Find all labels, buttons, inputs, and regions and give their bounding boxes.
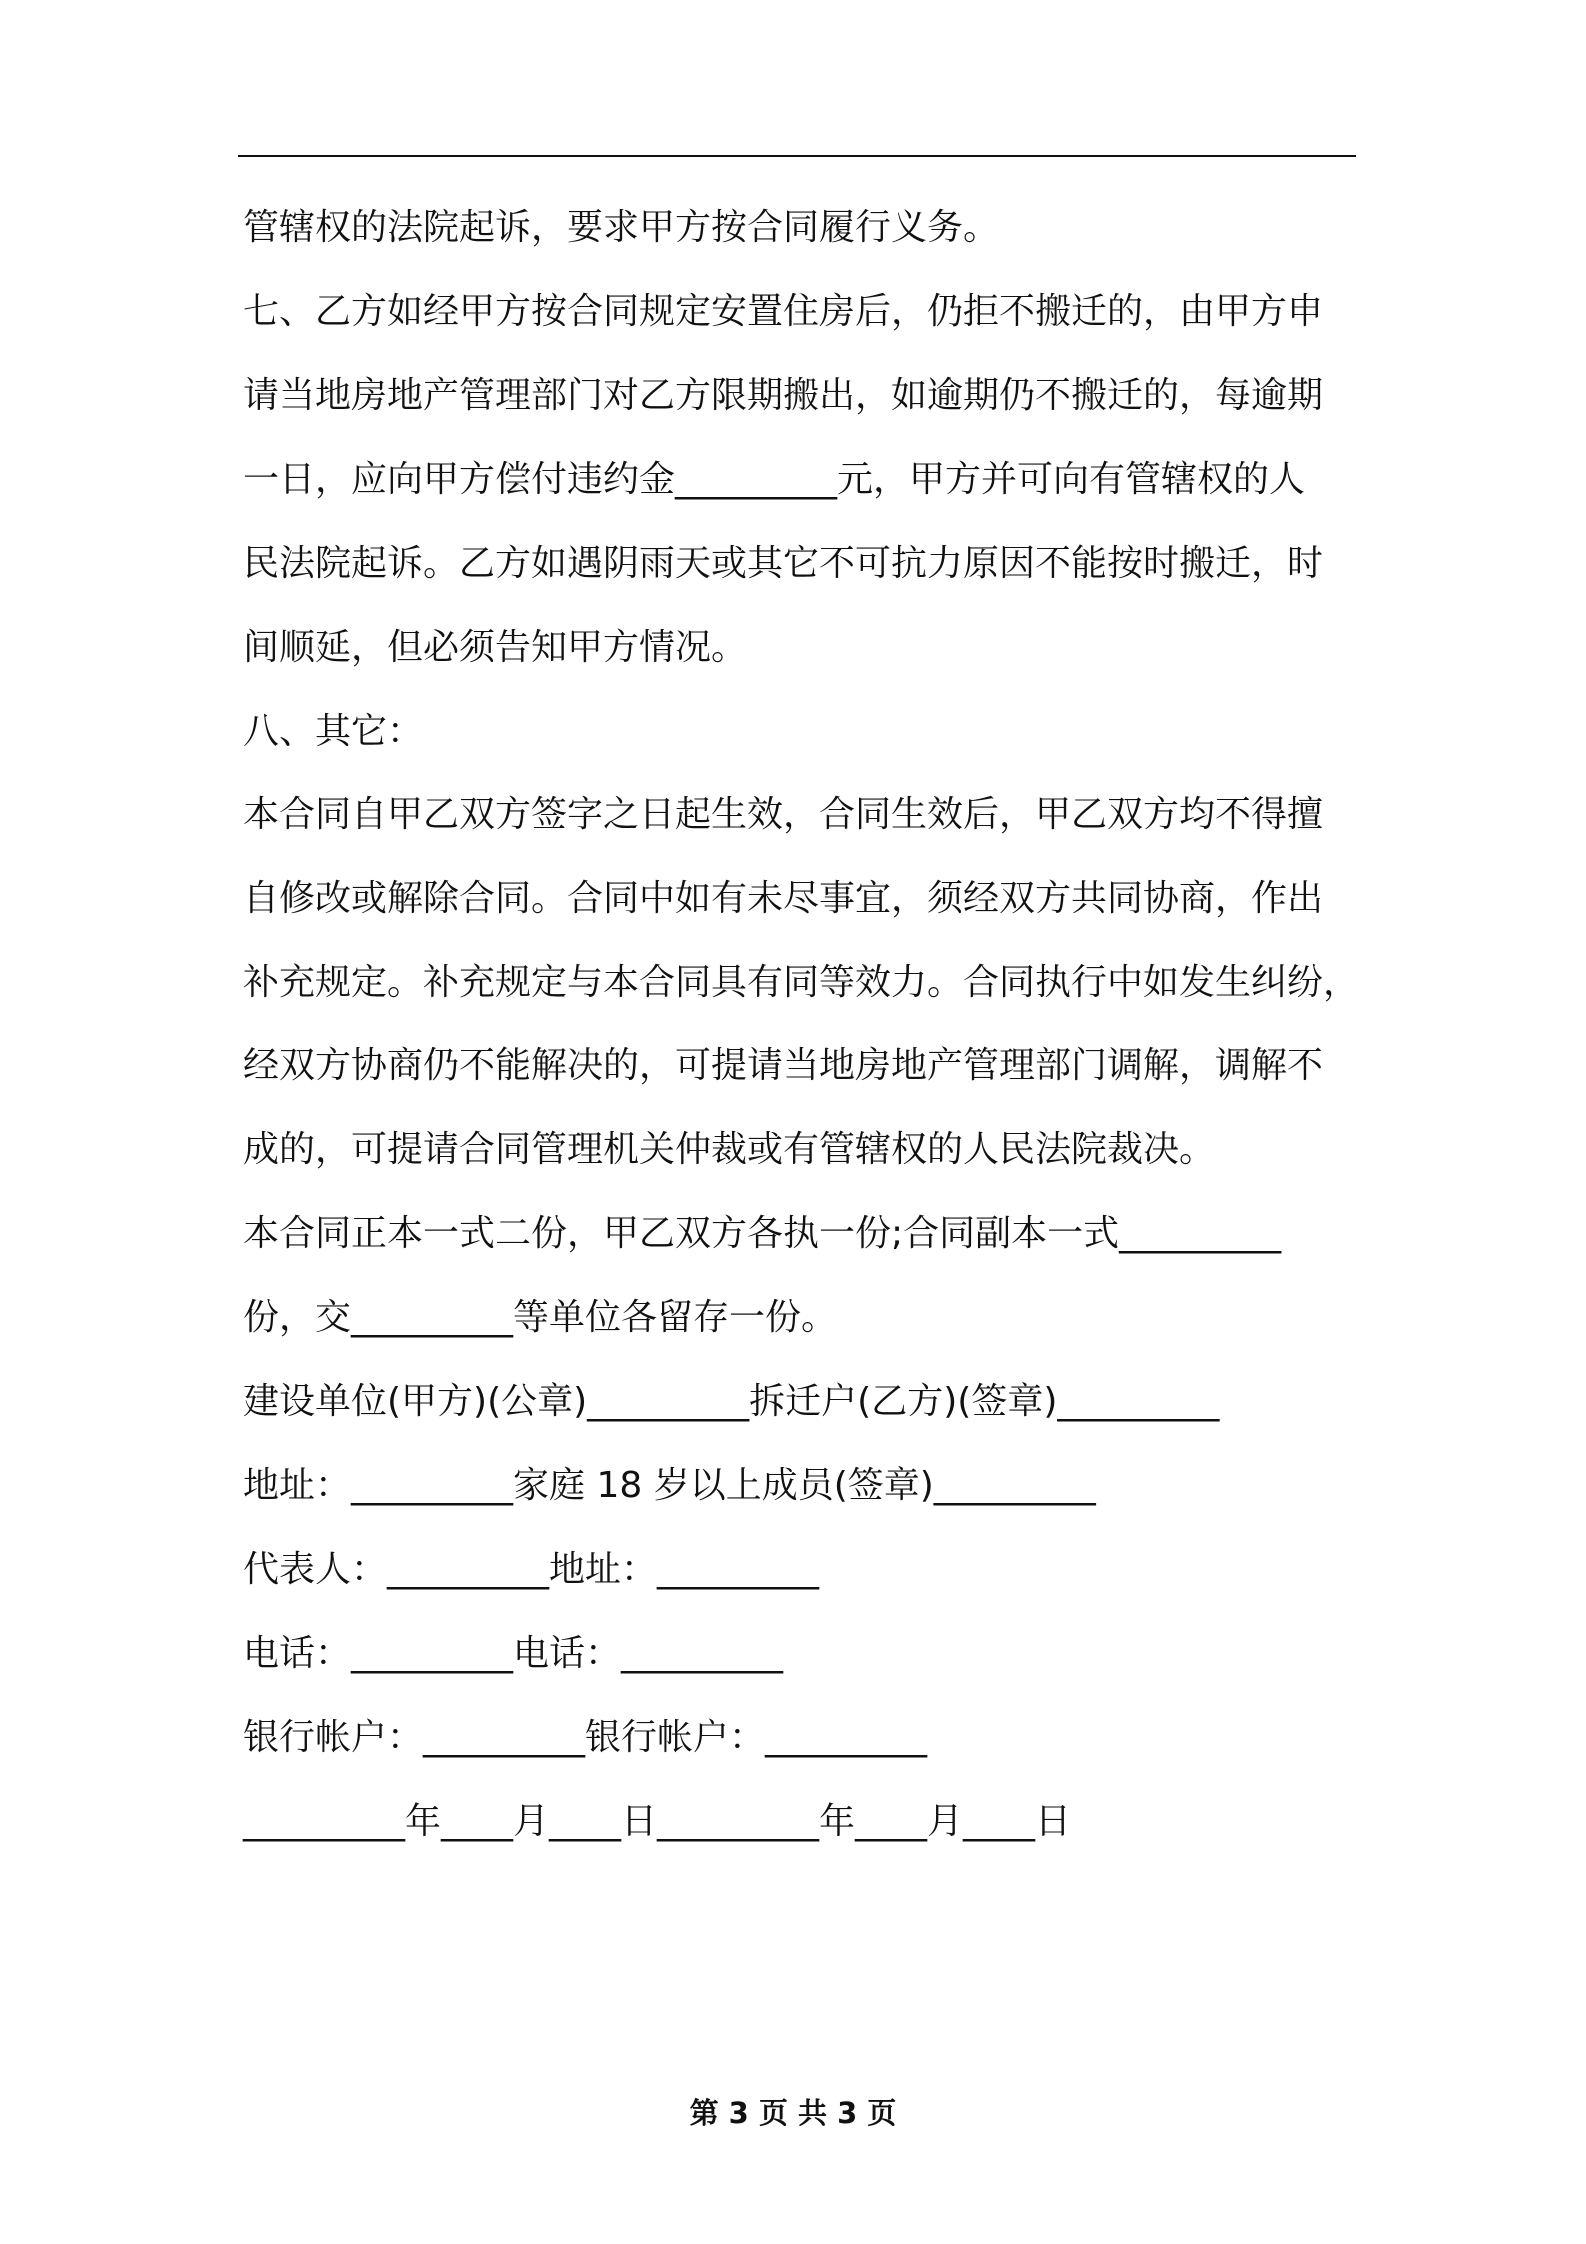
- body-line-13: 本合同正本一式二份，甲乙双方各执一份;合同副本一式_________: [243, 1213, 1282, 1254]
- body-line-1: 管辖权的法院起诉，要求甲方按合同履行义务。: [243, 207, 1000, 248]
- body-line-8: 本合同自甲乙双方签字之日起生效，合同生效后，甲乙双方均不得擅: [243, 794, 1324, 835]
- body-line-10: 补充规定。补充规定与本合同具有同等效力。合同执行中如发生纠纷，: [243, 962, 1360, 1003]
- body-line-3: 请当地房地产管理部门对乙方限期搬出，如逾期仍不搬迁的，每逾期: [243, 375, 1324, 416]
- body-line-15: 建设单位(甲方)(公章)_________拆迁户(乙方)(签章)_________: [243, 1381, 1220, 1422]
- body-line-18: 电话：_________电话：_________: [243, 1633, 784, 1674]
- body-line-16: 地址：_________家庭 18 岁以上成员(签章)_________: [243, 1465, 1096, 1506]
- body-line-12: 成的，可提请合同管理机关仲裁或有管辖权的人民法院裁决。: [243, 1129, 1216, 1170]
- body-line-9: 自修改或解除合同。合同中如有未尽事宜，须经双方共同协商，作出: [243, 878, 1324, 919]
- body-line-14: 份，交_________等单位各留存一份。: [243, 1297, 838, 1338]
- body-line-20: _________年____月____日_________年____月____日: [243, 1801, 1071, 1842]
- body-line-2: 七、乙方如经甲方按合同规定安置住房后，仍拒不搬迁的，由甲方申: [243, 291, 1324, 332]
- body-line-17: 代表人：_________地址：_________: [243, 1549, 820, 1590]
- body-line-11: 经双方协商仍不能解决的，可提请当地房地产管理部门调解，调解不: [243, 1045, 1324, 1086]
- body-line-19: 银行帐户：_________银行帐户：_________: [243, 1717, 928, 1758]
- body-line-6: 间顺延，但必须告知甲方情况。: [243, 627, 748, 668]
- header-rule: [238, 155, 1356, 157]
- body-line-5: 民法院起诉。乙方如遇阴雨天或其它不可抗力原因不能按时搬迁，时: [243, 543, 1324, 584]
- page-number-footer: 第 3 页 共 3 页: [689, 2096, 897, 2130]
- body-line-7: 八、其它：: [243, 711, 424, 752]
- body-line-4: 一日，应向甲方偿付违约金_________元，甲方并可向有管辖权的人: [243, 459, 1306, 500]
